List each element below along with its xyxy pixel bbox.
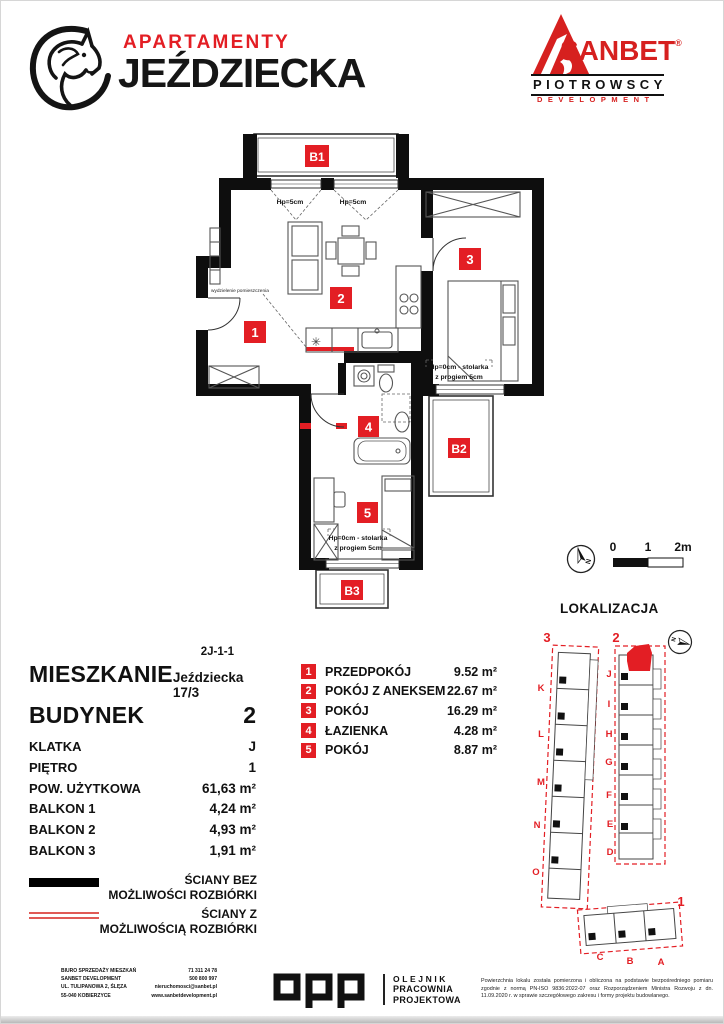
- letter-c: C: [596, 952, 604, 963]
- detail-value: 1,91 m²: [209, 842, 256, 858]
- balcony-marker-b2: B2: [451, 442, 467, 456]
- detail-value: J: [248, 739, 256, 754]
- unit-code: 2J-1-1: [200, 646, 234, 658]
- site-plan: [499, 629, 715, 971]
- developer-line2: PIOTROWSCY: [531, 74, 664, 96]
- balcony-marker-b1: B1: [309, 150, 325, 164]
- building-2-number: 2: [612, 630, 620, 645]
- detail-value: 4,24 m²: [209, 801, 256, 817]
- compass-icon: [564, 542, 597, 575]
- room-marker-5: 5: [363, 505, 372, 521]
- room-marker-2: 2: [337, 291, 345, 306]
- room-markers: [244, 145, 481, 600]
- room-legend-row: [301, 721, 497, 741]
- room-name: POKÓJ Z ANEKSEM: [325, 684, 446, 699]
- detail-label: BALKON 3: [29, 842, 96, 858]
- compass-n: N: [585, 558, 594, 566]
- scale-bar: [610, 540, 692, 567]
- office-line: UL. TULIPANOWA 2, ŚLĘZA: [61, 984, 127, 991]
- page-bottom-edge: [1, 1016, 723, 1023]
- letter-d: D: [606, 847, 614, 858]
- room-number-badge: 5: [301, 743, 316, 758]
- studio-line: PRACOWNIA: [393, 984, 454, 994]
- compass-icon: [666, 629, 694, 656]
- room-number-badge: 3: [301, 703, 316, 718]
- studio-line: PROJEKTOWA: [393, 994, 461, 1005]
- mieszkanie-label: MIESZKANIE: [29, 661, 173, 687]
- room-legend-row: [301, 701, 497, 721]
- office-line: 55-040 KOBIERZYCE: [61, 992, 111, 999]
- room-number-badge: 2: [301, 684, 316, 699]
- wall-legend-text: MOŻLIWOŚCI ROZBIÓRKI: [108, 887, 257, 902]
- letter-n: N: [533, 820, 541, 831]
- detail-row: [29, 801, 256, 822]
- developer-name-text: SANBET: [560, 35, 676, 66]
- balcony-door-label: Hp=0cm - stolarka: [429, 364, 489, 371]
- balcony-door-label: z progiem 5cm: [334, 545, 382, 552]
- phone-number: 71 311 24 78: [188, 968, 217, 974]
- room-legend-row: [301, 682, 497, 702]
- room-area: 9.52 m²: [453, 664, 497, 679]
- room-legend-row: [301, 662, 497, 682]
- room-area: 8.87 m²: [453, 743, 497, 758]
- office-line: BIURO SPRZEDAŻY MIESZKAŃ: [61, 968, 137, 974]
- room-number-badge: 4: [301, 723, 316, 738]
- scale-tick-2m: 2m: [674, 540, 692, 554]
- wall-legend-text: MOŻLIWOŚCIĄ ROZBIÓRKI: [99, 921, 257, 936]
- lokalizacja-title: LOKALIZACJA: [560, 601, 659, 616]
- room-marker-3: 3: [466, 252, 474, 267]
- floor-plan: [186, 126, 546, 618]
- room-marker-1: 1: [251, 325, 259, 340]
- letter-a: A: [657, 957, 665, 968]
- opp-logo: [273, 973, 373, 1009]
- room-name: POKÓJ: [325, 743, 369, 758]
- studio-name: OLEJNIK: [393, 974, 449, 984]
- letter-g: G: [605, 757, 613, 768]
- detail-value: 4,93 m²: [209, 822, 256, 838]
- detail-label: PIĘTRO: [29, 759, 78, 775]
- detail-label: BALKON 2: [29, 822, 96, 838]
- wall-legend-removable: [29, 907, 257, 936]
- letter-i: I: [607, 699, 611, 710]
- window-height-label: Hp=5cm: [276, 199, 304, 206]
- highlighted-unit: [627, 644, 652, 671]
- horse-logo: [25, 21, 119, 115]
- balcony-door-label: z progiem 5cm: [435, 374, 483, 381]
- letter-l: L: [538, 729, 544, 740]
- room-legend-row: [301, 740, 497, 760]
- budynek-label: BUDYNEK: [29, 702, 145, 728]
- detail-label: BALKON 1: [29, 801, 96, 817]
- letter-h: H: [605, 729, 613, 740]
- room-area: 16.29 m²: [446, 703, 497, 718]
- design-studio-block: [393, 974, 461, 1005]
- contact-block: [113, 967, 217, 1000]
- detail-value: 1: [248, 759, 256, 775]
- developer-name: [560, 37, 682, 65]
- detail-label: POW. UŻYTKOWA: [29, 780, 141, 796]
- balcony-door-label: Hp=0cm - stolarka: [328, 535, 388, 542]
- scale-tick-0: 0: [609, 540, 617, 554]
- building-2-outline: [619, 655, 661, 859]
- brand-line2: JEŹDZIECKA: [118, 50, 366, 96]
- room-name: PRZEDPOKÓJ: [325, 664, 412, 679]
- website-url: www.sanbetdevelopment.pl: [151, 992, 217, 999]
- detail-row: [29, 760, 256, 781]
- registered-mark: ®: [675, 38, 682, 48]
- wall-legend-text: ŚCIANY BEZ: [184, 873, 257, 887]
- solid-wall-swatch: [29, 878, 99, 887]
- room-area: 22.67 m²: [446, 684, 497, 699]
- developer-line3: DEVELOPMENT: [537, 95, 655, 104]
- building-3-number: 3: [543, 630, 551, 645]
- wall-legend-solid: [29, 873, 257, 902]
- unit-address: Jeździecka 17/3: [172, 670, 244, 700]
- removable-wall-swatch: [29, 912, 99, 919]
- detail-value: 61,63 m²: [201, 780, 256, 796]
- letter-f: F: [606, 790, 612, 801]
- building-1-number: 1: [677, 894, 685, 909]
- detail-row: [29, 822, 256, 843]
- detail-row: [29, 739, 256, 760]
- room-marker-4: 4: [364, 419, 373, 435]
- email-address: nieruchomosci@sanbet.pl: [154, 984, 217, 991]
- partition-note: wydzielenie pomieszczenia: [211, 289, 269, 294]
- room-number-badge: 1: [301, 664, 316, 679]
- footer-divider: [383, 974, 385, 1005]
- office-line: SANBET DEVELOPMENT: [61, 976, 122, 983]
- window-height-label: Hp=5cm: [339, 199, 367, 206]
- unit-info-panel: [29, 646, 256, 864]
- balcony-marker-b3: B3: [344, 584, 360, 598]
- letter-m: M: [537, 777, 545, 788]
- detail-row: [29, 781, 256, 802]
- letter-o: O: [532, 867, 540, 878]
- brand-line1: APARTAMENTY: [123, 32, 291, 53]
- room-area: 4.28 m²: [453, 723, 497, 738]
- letter-k: K: [537, 683, 545, 694]
- room-name: POKÓJ: [325, 703, 369, 718]
- legal-disclaimer: Powierzchnia lokalu została pomierzona i obliczona na podstawie bezpośredniego pomiaru zgodnie z normą PN-ISO 9836:2022-07 oraz Rozporządzeniem Ministra Rozwoju z dn. 11.09.2020 r. w sprawie szczegółowego zakresu i formy projektu budowlanego.: [481, 978, 713, 1000]
- scale-tick-1: 1: [644, 540, 652, 554]
- budynek-value: 2: [243, 702, 256, 728]
- wall-legend-text: ŚCIANY Z: [201, 907, 257, 921]
- detail-label: KLATKA: [29, 739, 82, 754]
- building-3-outline: [548, 652, 599, 900]
- burner-symbol: ✳: [310, 335, 322, 349]
- detail-row: [29, 843, 256, 864]
- room-name: ŁAZIENKA: [325, 723, 389, 738]
- compass-and-scale: [546, 536, 721, 580]
- letter-j: J: [606, 669, 612, 680]
- letter-b: B: [626, 956, 634, 967]
- room-legend: [301, 662, 497, 760]
- compass-n: N: [669, 636, 676, 643]
- phone-number: 500 800 997: [189, 976, 217, 983]
- letter-e: E: [606, 819, 614, 830]
